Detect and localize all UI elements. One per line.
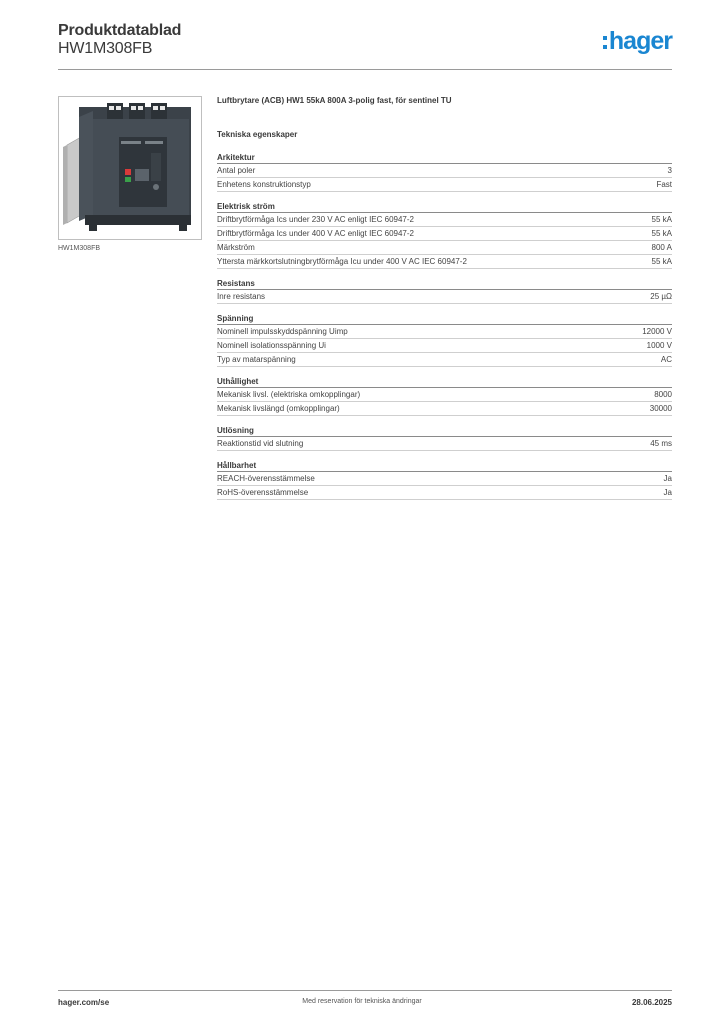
spec-label: RoHS-överensstämmelse (217, 488, 309, 497)
spec-label: REACH-överensstämmelse (217, 474, 315, 483)
spec-row (217, 241, 672, 255)
product-title: Luftbrytare (ACB) HW1 55kA 800A 3-polig fast, för sentinel TU (217, 96, 452, 105)
spec-value: 1000 V (646, 341, 672, 350)
spec-row (217, 472, 672, 486)
spec-label: Mekanisk livslängd (omkopplingar) (217, 404, 340, 413)
spec-row (217, 178, 672, 192)
spec-group-title: Arkitektur (217, 152, 672, 164)
spec-value: 800 A (651, 243, 672, 252)
spec-label: Yttersta märkkortslutningbrytförmåga Icu under 400 V AC IEC 60947-2 (217, 257, 467, 266)
spec-row (217, 213, 672, 227)
spec-row (217, 437, 672, 451)
spec-group-title: Spänning (217, 313, 672, 325)
spec-row (217, 402, 672, 416)
spec-value: 55 kA (651, 257, 672, 266)
spec-value: 3 (667, 166, 672, 175)
spec-group (217, 152, 672, 192)
specification-groups (217, 152, 672, 500)
product-details (217, 95, 672, 500)
spec-group (217, 278, 672, 304)
product-image (58, 96, 202, 240)
document-title: Produktdatablad (58, 22, 182, 39)
spec-value: 55 kA (651, 215, 672, 224)
footer-notice: Med reservation för tekniska ändringar (302, 998, 422, 1005)
spec-label: Nominell isolationsspänning Ui (217, 341, 326, 350)
spec-value: 12000 V (642, 327, 672, 336)
spec-group (217, 201, 672, 269)
spec-row (217, 325, 672, 339)
footer-date: 28.06.2025 (631, 998, 672, 1007)
spec-label: Enhetens konstruktionstyp (217, 180, 311, 189)
spec-label: Mekanisk livsl. (elektriska omkopplingar) (217, 390, 361, 399)
spec-row (217, 227, 672, 241)
spec-row (217, 164, 672, 178)
spec-row (217, 339, 672, 353)
spec-group (217, 313, 672, 367)
spec-row (217, 486, 672, 500)
spec-label: Reaktionstid vid slutning (217, 439, 304, 448)
spec-label: Nominell impulsskyddspänning Uimp (217, 327, 348, 336)
spec-value: 55 kA (651, 229, 672, 238)
spec-group-title: Hållbarhet (217, 460, 672, 472)
footer-website-link[interactable]: hager.com/se (58, 998, 110, 1007)
section-heading: Tekniska egenskaper (217, 130, 298, 139)
page-header (58, 22, 672, 68)
spec-label: Inre resistans (217, 292, 266, 301)
spec-row (217, 388, 672, 402)
spec-value: Ja (663, 488, 672, 497)
spec-label: Typ av matarspänning (217, 355, 296, 364)
spec-row (217, 255, 672, 269)
spec-group (217, 460, 672, 500)
footer-divider (58, 990, 672, 991)
spec-label: Driftbrytförmåga Ics under 400 V AC enligt IEC 60947-2 (217, 229, 414, 238)
spec-value: Ja (663, 474, 672, 483)
hager-logo (603, 28, 672, 54)
image-caption: HW1M308FB (58, 245, 101, 252)
spec-group (217, 425, 672, 451)
spec-value: 25 µΩ (650, 292, 672, 301)
spec-group-title: Resistans (217, 278, 672, 290)
spec-label: Märkström (217, 243, 255, 252)
spec-row (217, 290, 672, 304)
spec-label: Driftbrytförmåga Ics under 230 V AC enligt IEC 60947-2 (217, 215, 414, 224)
logo-text: hager (608, 27, 672, 55)
circuit-breaker-icon (59, 97, 201, 239)
spec-value: Fast (656, 180, 672, 189)
header-divider (58, 69, 672, 70)
spec-group-title: Uthållighet (217, 376, 672, 388)
spec-group-title: Utlösning (217, 425, 672, 437)
spec-group (217, 376, 672, 416)
logo-colon-icon (603, 36, 607, 49)
spec-row (217, 353, 672, 367)
spec-value: AC (660, 355, 672, 364)
spec-group-title: Elektrisk ström (217, 201, 672, 213)
spec-value: 8000 (654, 390, 672, 399)
spec-value: 45 ms (650, 439, 672, 448)
spec-value: 30000 (649, 404, 672, 413)
product-code: HW1M308FB (58, 40, 153, 57)
spec-label: Antal poler (217, 166, 256, 175)
